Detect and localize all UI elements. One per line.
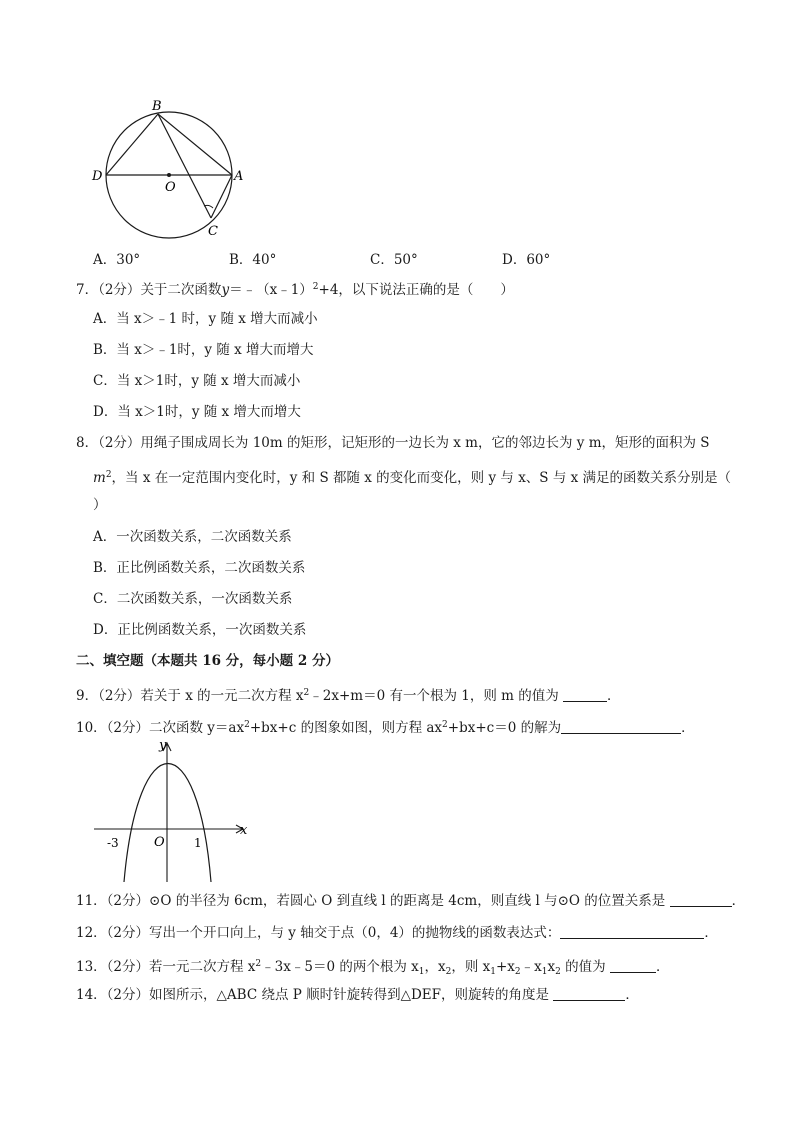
q8-option-b: B．正比例函数关系，二次函数关系 [93,560,306,576]
circle-figure [88,94,258,239]
chord-ba [158,114,232,175]
q9-answer-blank[interactable] [563,688,607,702]
label-y-axis: y [159,738,167,753]
q8-line-1: 8．（2分）用绳子围成周长为 10m 的矩形，记矩形的一边长为 x m，它的邻边长为 y m，矩形的面积为 S [76,435,710,451]
q13-text-mid: ﹣3x﹣5＝0 的两个根为 x [261,959,419,975]
q13-c1: ，x [424,959,446,975]
q13-end: ． [655,959,670,975]
chord-bc [158,114,211,218]
q13-sub-3: 1 [490,967,496,977]
question-9 [76,684,621,705]
q10-exp2: 2 [442,720,448,730]
q11-answer-blank[interactable] [670,893,732,907]
q9-text-pre: 9．（2分）若关于 x 的一元二次方程 x [76,688,304,704]
label-d: D [92,169,103,184]
question-14 [76,986,639,1004]
label-one: 1 [194,836,202,850]
q14-text: 14．（2分）如图所示，△ABC 绕点 P 顺时针旋转得到△DEF，则旋转的角度是 [76,987,550,1003]
q8-line-3: ） [93,497,107,513]
label-c: C [208,224,218,239]
q13-text-pre: 13．（2分）若一元二次方程 x [76,959,256,975]
q6-option-d: D．60° [502,252,551,268]
q7-option-a: A．当 x＞﹣1 时，y 随 x 增大而减小 [93,311,318,327]
q8-unit-exp: 2 [105,470,112,480]
q12-end: ． [704,925,718,941]
q10-exp: 2 [244,720,250,730]
question-10 [76,716,695,737]
q8-line-2 [93,466,731,487]
label-a: A [234,169,244,184]
q7-score: （2分） [98,282,141,298]
q8-unit-m: m [93,470,106,486]
q10-text-pre: 10．（2分）二次函数 y＝ax [76,720,245,736]
q8-option-d: D．正比例函数关系，一次函数关系 [93,622,307,638]
q13-c2: ，则 x [451,959,491,975]
q9-text-post: ﹣2x+m＝0 有一个根为 1，则 m 的值为 [309,688,559,704]
q14-answer-blank[interactable] [553,987,625,1001]
q10-text-post: +bx+c＝0 的解为 [447,720,562,736]
q7-option-b: B．当 x＞﹣1时，y 随 x 增大而增大 [93,342,314,358]
q9-end: ． [607,688,621,704]
parabola-graph [90,736,260,886]
q7-formula-tail: +4，以下说法正确的是（ ） [318,282,514,298]
q12-answer-blank[interactable] [560,925,704,939]
q13-sub-2: 2 [445,967,452,977]
label-b: B [152,99,162,114]
question-12 [76,924,718,942]
question-13 [76,955,669,981]
q14-end: ． [625,987,639,1003]
q13-sub-5: 1 [541,967,548,977]
label-origin: O [154,835,165,850]
q7-formula-y: y [221,282,230,298]
q11-text: 11．（2分）⊙O 的半径为 6cm，若圆心 O 到直线 l 的距离是 4cm，则直线 l 与⊙O 的位置关系是 [76,893,666,909]
q10-text-mid: +bx+c 的图象如图，则方程 ax [249,720,443,736]
q13-c5: x [547,959,556,975]
q10-end: ． [681,720,695,736]
q7-formula: ＝﹣（x﹣1） [229,282,313,298]
section-2-title: 二、填空题（本题共 16 分，每小题 2 分） [76,653,339,669]
label-neg3: -3 [107,836,119,850]
q13-text-post: 的值为 [560,959,606,975]
q13-c3: +x [495,959,515,975]
q10-answer-blank[interactable] [561,720,681,734]
label-o: O [165,180,176,195]
q8-option-a: A．一次函数关系，二次函数关系 [93,529,292,545]
q7-formula-exp: 2 [312,282,319,292]
q6-option-a: A．30° [93,252,141,268]
q11-end: ． [731,893,746,909]
q7-option-d: D．当 x＞1时，y 随 x 增大而增大 [93,404,301,420]
q13-answer-blank[interactable] [610,959,656,973]
q7-text: 关于二次函数 [140,282,222,298]
label-x-axis: x [240,823,248,838]
question-7 [76,278,514,299]
q7-option-c: C．当 x＞1时，y 随 x 增大而减小 [93,373,301,389]
q13-sub-4: 2 [514,967,521,977]
q6-option-c: C．50° [370,252,418,268]
q9-exp: 2 [303,688,310,698]
q6-option-b: B．40° [229,252,277,268]
q7-number: 7． [76,282,99,298]
q13-sub-1: 1 [418,967,425,977]
q13-c4: ﹣x [520,959,542,975]
question-11 [76,892,745,910]
q13-sub-6: 2 [555,967,561,977]
q8-line-2-text: ，当 x 在一定范围内变化时，y 和 S 都随 x 的变化而变化，则 y 与 x、S 与 x 满足的函数关系分别是（ [111,470,732,486]
center-point [167,173,171,177]
q12-text: 12．（2分）写出一个开口向上，与 y 轴交于点（0，4）的抛物线的函数表达式： [76,925,561,941]
q8-option-c: C．二次函数关系，一次函数关系 [93,591,293,607]
q13-exp: 2 [255,959,262,969]
